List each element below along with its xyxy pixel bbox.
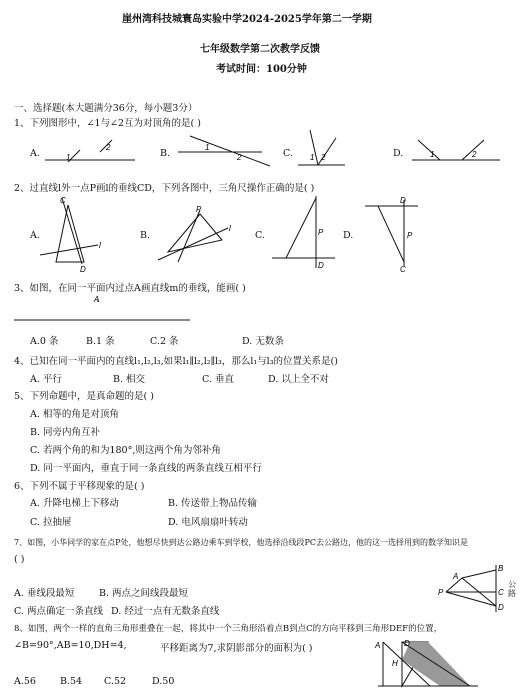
q3-option-c[interactable]: C.2 条 (150, 336, 179, 347)
q8-stem3: 平移距离为7,求阴影部分的面积为( ) (160, 643, 313, 654)
q5-option-d[interactable]: D. 同一平面内，垂直于同一条直线的两条直线互相平行 (30, 463, 262, 474)
q8-label-h: H (392, 659, 398, 668)
q7-label-c: C (498, 588, 504, 597)
q8-option-b[interactable]: B.54 (60, 676, 83, 687)
school-title: 崖州湾科技城寰岛实验中学2024-2025学年第二一学期 (122, 14, 372, 25)
q2d-label-c: C (400, 265, 406, 274)
q3-option-a[interactable]: A.0 条 (30, 336, 59, 347)
q5-option-a[interactable]: A. 相等的角是对顶角 (30, 409, 119, 420)
q1b-label-2: 2 (237, 153, 242, 162)
q2-option-c[interactable]: C. (255, 230, 265, 241)
q7-road-label: 公路 (508, 580, 516, 598)
q1-figure-b (178, 136, 270, 166)
q7-label-p: P (438, 588, 444, 597)
q8-option-c[interactable]: C.52 (104, 676, 127, 687)
q1-option-d[interactable]: D. (393, 148, 404, 159)
q1d-label-2: 2 (472, 150, 477, 159)
q1-option-a[interactable]: A. (30, 148, 40, 159)
q1a-label-1: 1 (66, 153, 71, 162)
q2-option-b[interactable]: B. (140, 230, 151, 241)
q7-option-c[interactable]: C. 两点确定一条直线 (14, 606, 103, 617)
section-heading: 一、选择题(本大题满分36分，每小题3分） (14, 103, 198, 114)
q2b-label-p: P (196, 205, 202, 214)
q7-label-a: A (453, 572, 459, 581)
q7-paren: ( ) (14, 554, 25, 565)
q1d-label-1: 1 (430, 150, 435, 159)
exam-title: 七年级数学第二次教学反馈 (200, 44, 320, 55)
q7-option-d[interactable]: D. 经过一点有无数条直线 (111, 606, 220, 617)
q1c-label-1: 1 (310, 153, 315, 162)
q1-option-b[interactable]: B. (160, 148, 171, 159)
q2d-label-d: D (400, 196, 406, 205)
q6-option-d[interactable]: D. 电风扇扇叶转动 (168, 517, 248, 528)
q2a-label-l: l (99, 241, 101, 250)
q2a-label-c: C (60, 196, 66, 205)
q8-label-d: D (404, 639, 410, 648)
q1a-label-2: 2 (106, 143, 111, 152)
q2-figure-c (272, 196, 335, 268)
q2-figure-a (40, 198, 98, 264)
q4-option-d[interactable]: D. 以上全不对 (268, 374, 329, 385)
q3-option-b[interactable]: B.1 条 (86, 336, 115, 347)
q8-stem: 8、如图，两个一样的直角三角形重叠在一起，将其中一个三角形沿着点B到点C的方向平移到三角形DEF的位置， (14, 624, 443, 634)
q1-option-c[interactable]: C. (283, 148, 293, 159)
q2a-label-d: D (80, 265, 86, 274)
q7-option-b[interactable]: B. 两点之间线段最短 (99, 588, 189, 599)
q1b-label-1: 1 (205, 143, 210, 152)
q6-option-b[interactable]: B. 传送带上物品传输 (168, 498, 258, 509)
q8-stem2: ∠B=90°,AB=10,DH=4, (14, 640, 127, 651)
q7-option-a[interactable]: A. 垂线段最短 (14, 588, 75, 599)
q2-figure-b (158, 210, 228, 262)
q8-option-a[interactable]: A.56 (14, 676, 36, 687)
q8-label-a: A (375, 641, 381, 650)
q2c-label-p: P (318, 228, 324, 237)
q7-label-b: B (498, 564, 504, 573)
q2-option-a[interactable]: A. (30, 230, 40, 241)
q2d-label-p: P (407, 231, 413, 240)
q5-option-c[interactable]: C. 若两个角的和为180°,则这两个角为邻补角 (30, 445, 221, 456)
q3-stem: 3、如图，在同一平面内过点A画直线m的垂线，能画( ) (14, 283, 246, 294)
q3-label-a: A (94, 295, 100, 304)
q2-stem: 2、过直线l外一点P画l的垂线CD，下列各图中，三角尺操作正确的是( ) (14, 183, 315, 194)
q3-option-d[interactable]: D. 无数条 (242, 336, 284, 347)
q6-stem: 6、下列不属于平移现象的是( ) (14, 481, 145, 492)
q1-stem: 1、下列图形中，∠1与∠2互为对顶角的是( ) (14, 118, 201, 129)
exam-time: 考试时间：100分钟 (216, 64, 307, 75)
q2b-label-l: l (229, 224, 231, 233)
q4-stem: 4、已知在同一平面内的直线l₁,l₂,l₃,如果l₁∥l₂,l₂∥l₃，那么l₁与l₃的位置关系是() (14, 356, 338, 367)
q4-option-a[interactable]: A. 平行 (30, 374, 62, 385)
q7-label-d: D (498, 603, 504, 612)
q5-option-b[interactable]: B. 同旁内角互补 (30, 427, 101, 438)
q5-stem: 5、下列命题中，是真命题的是( ) (14, 391, 154, 402)
q7-stem: 7、如图，小华同学的家在点P处，他想尽快到达公路边乘车到学校，他选择沿线段PC去公路边，他的这一选择用到的数学知识是 (14, 538, 468, 547)
q1-figure-d (412, 140, 500, 160)
q4-option-b[interactable]: B. 相交 (113, 374, 146, 385)
q1-figure-a (45, 140, 135, 162)
q4-option-c[interactable]: C. 垂直 (202, 374, 234, 385)
q8-option-d[interactable]: D.50 (152, 676, 175, 687)
q6-option-a[interactable]: A. 升降电梯上下移动 (30, 498, 119, 509)
q2-option-d[interactable]: D. (343, 230, 354, 241)
q2c-label-d: D (318, 261, 324, 270)
q1c-label-2: 2 (321, 153, 326, 162)
q6-option-c[interactable]: C. 拉抽屉 (30, 517, 72, 528)
